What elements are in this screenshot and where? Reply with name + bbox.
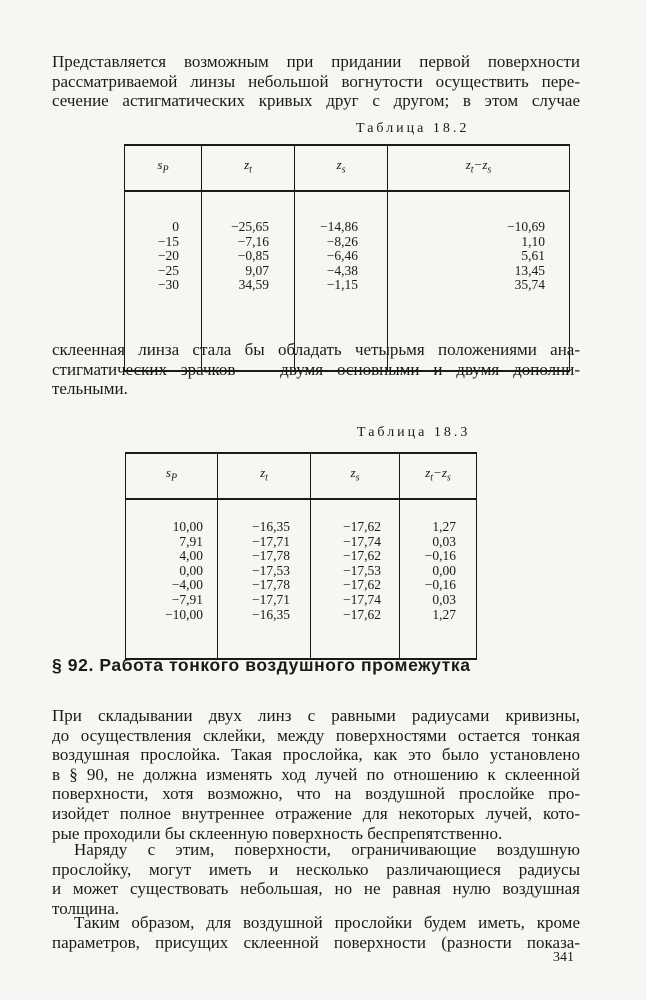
header-zt-sub: t [249, 164, 252, 176]
text-line: поверхности, хотя возможно, что на воздушной прослойке про- [52, 784, 580, 804]
header-zt-zs-sub-t: t [430, 472, 434, 484]
text-line: При складывании двух линз с равными радиусами кривизны, [52, 706, 580, 725]
text-line: Наряду с этим, поверхности, ограничивающие воздушную [74, 840, 580, 859]
header-zt-zs-sub-s: s [446, 472, 451, 484]
paragraph-top [52, 52, 580, 111]
section-heading: § 92. Работа тонкого воздушного промежутка [52, 655, 471, 675]
column-values: −25,65 −7,16 −0,85 9,07 34,59 [231, 219, 269, 293]
header-zs: $z_s$ [311, 453, 400, 499]
header-zs-sub: s [341, 164, 346, 176]
text-line: в § 90, не должна изменять ход лучей по отношению к склеенной [52, 764, 580, 784]
column-zt-zs [400, 499, 477, 659]
text-line: толщина. [52, 898, 120, 918]
header-zt: $z_t$ [202, 145, 295, 191]
paragraph-3 [52, 913, 580, 952]
table-header-row [125, 145, 570, 191]
column-values: 1,27 0,03 −0,16 0,00 −0,16 0,03 1,27 [424, 519, 456, 622]
header-zt-sub: t [265, 472, 268, 484]
column-zt [218, 499, 311, 659]
header-zs-sub: s [355, 472, 360, 484]
header-sp: $s_P$ [125, 145, 202, 191]
table-18-2 [124, 144, 570, 372]
text-line: прослойку, могут иметь и несколько различающиеся радиусы [52, 859, 580, 879]
text-line: склеенная линза стала бы обладать четырьмя положениями ана- [52, 340, 580, 359]
header-zt-zs: $z_t-z_s$ [400, 453, 477, 499]
text-line: рые проходили бы склеенную поверхность беспрепятственно. [52, 823, 503, 843]
header-zt-zs: $z_t-z_s$ [388, 145, 570, 191]
column-values: 10,00 7,91 4,00 0,00 −4,00 −7,91 −10,00 [165, 519, 203, 622]
text-line: изойдет полное внутреннее отражение для некоторых лучей, кото- [52, 803, 580, 823]
text-line: до осуществления склейки, между поверхностями остается тонкая [52, 725, 580, 745]
column-values: −17,62 −17,74 −17,62 −17,53 −17,62 −17,74 −17,62 [343, 519, 381, 622]
column-sp [126, 499, 218, 659]
table-18-2-caption: Таблица 18.2 [356, 121, 470, 136]
text-line: Представляется возможным при придании первой поверхности [52, 52, 580, 71]
column-values: −14,86 −8,26 −6,46 −4,38 −1,15 [320, 219, 358, 293]
column-values: −10,69 1,10 5,61 13,45 35,74 [507, 219, 545, 293]
table-18-3-caption: Таблица 18.3 [357, 425, 471, 440]
paragraph-middle [52, 340, 580, 399]
column-zs [311, 499, 400, 659]
column-values: −16,35 −17,71 −17,78 −17,53 −17,78 −17,71 −16,35 [252, 519, 290, 622]
text-line: стигматических зрачков — двумя основными и двумя дополни- [52, 359, 580, 379]
page-number: 341 [553, 950, 574, 965]
table-18-3 [125, 452, 477, 660]
header-sp-sub: P [170, 472, 178, 484]
text-line: и может существовать небольшая, но не равная нулю воздушная [52, 879, 580, 899]
text-line: сечение астигматических кривых друг с другом; в этом случае [52, 91, 580, 111]
header-zt-zs-sub-t: t [470, 164, 474, 176]
text-line: параметров, присущих склеенной поверхности (разности показа- [52, 932, 580, 952]
table-body-row [126, 499, 477, 659]
table-header-row [126, 453, 477, 499]
paragraph-2 [52, 840, 580, 918]
header-zs: $z_s$ [295, 145, 388, 191]
text-line: тельными. [52, 379, 128, 399]
text-line: рассматриваемой линзы небольшой вогнутости осуществить пере- [52, 71, 580, 91]
header-sp: $s_P$ [126, 453, 218, 499]
header-sp-sub: P [162, 164, 169, 176]
column-values: 0 −15 −20 −25 −30 [157, 219, 179, 293]
paragraph-1 [52, 706, 580, 843]
header-zt: $z_t$ [218, 453, 311, 499]
text-line: Таким образом, для воздушной прослойки будем иметь, кроме [74, 913, 580, 932]
header-zt-zs-sub-s: s [487, 164, 492, 176]
text-line: воздушная прослойка. Такая прослойка, как это было установлено [52, 745, 580, 765]
